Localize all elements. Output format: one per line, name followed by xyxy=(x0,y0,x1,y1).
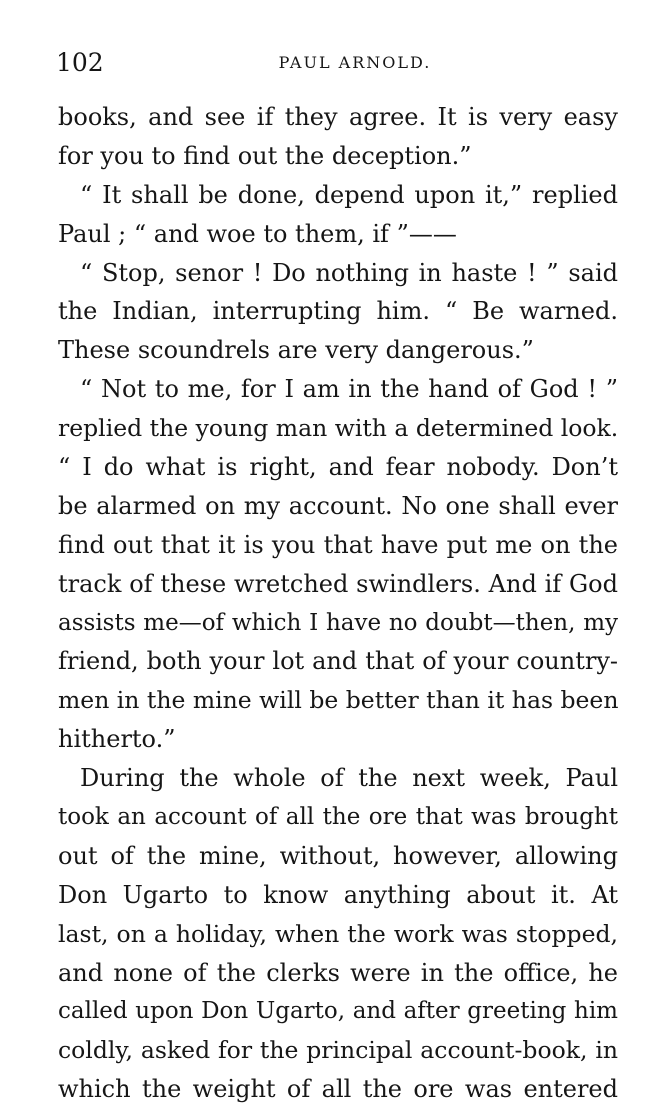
text-line: books, and see if they agree. It is very easy xyxy=(58,103,618,131)
text-line: These scoundrels are very dangerous.” xyxy=(58,336,534,365)
text-line: hitherto.” xyxy=(58,725,176,754)
text-line: the Indian, interrupting him. “ Be warned. xyxy=(58,297,618,326)
running-title: PAUL ARNOLD. xyxy=(278,53,432,72)
text-line: be alarmed on my account. No one shall ever xyxy=(58,491,618,520)
text-line: assists me—of which I have no doubt—then, my xyxy=(58,609,618,636)
text-line: and none of the clerks were in the office, he xyxy=(58,958,618,987)
text-line: replied the young man with a determined look. xyxy=(58,414,619,443)
text-line: track of these wretched swindlers. And if God xyxy=(58,569,618,598)
text-line: “ I do what is right, and fear nobody. Don’t xyxy=(58,453,618,482)
text-line: coldly, asked for the principal account-book, in xyxy=(58,1036,618,1065)
text-line: “ It shall be done, depend upon it,” replied xyxy=(80,180,618,209)
text-line: During the whole of the next week, Paul xyxy=(80,764,618,793)
text-line: Paul ; “ and woe to them, if ”—— xyxy=(58,219,457,248)
text-line: “ Stop, senor ! Do nothing in haste ! ” said xyxy=(80,258,618,287)
text-line: called upon Don Ugarto, and after greeting him xyxy=(58,998,618,1025)
text-line: last, on a holiday, when the work was stopped, xyxy=(58,919,618,948)
body-text xyxy=(58,98,618,1109)
text-line: took an account of all the ore that was brought xyxy=(58,804,618,831)
text-line: out of the mine, without, however, allowing xyxy=(58,841,618,870)
text-line: which the weight of all the ore was entered xyxy=(58,1075,618,1104)
text-line: Don Ugarto to know anything about it. At xyxy=(58,880,618,909)
text-line: find out that it is you that have put me on the xyxy=(58,530,618,559)
text-line: friend, both your lot and that of your country- xyxy=(58,647,618,676)
text-line: men in the mine will be better than it has been xyxy=(58,686,619,715)
text-line: “ Not to me, for I am in the hand of God ! ” xyxy=(80,375,618,404)
page-number: 102 xyxy=(56,48,104,77)
page-header xyxy=(56,46,616,80)
text-line: for you to find out the deception.” xyxy=(58,141,472,170)
